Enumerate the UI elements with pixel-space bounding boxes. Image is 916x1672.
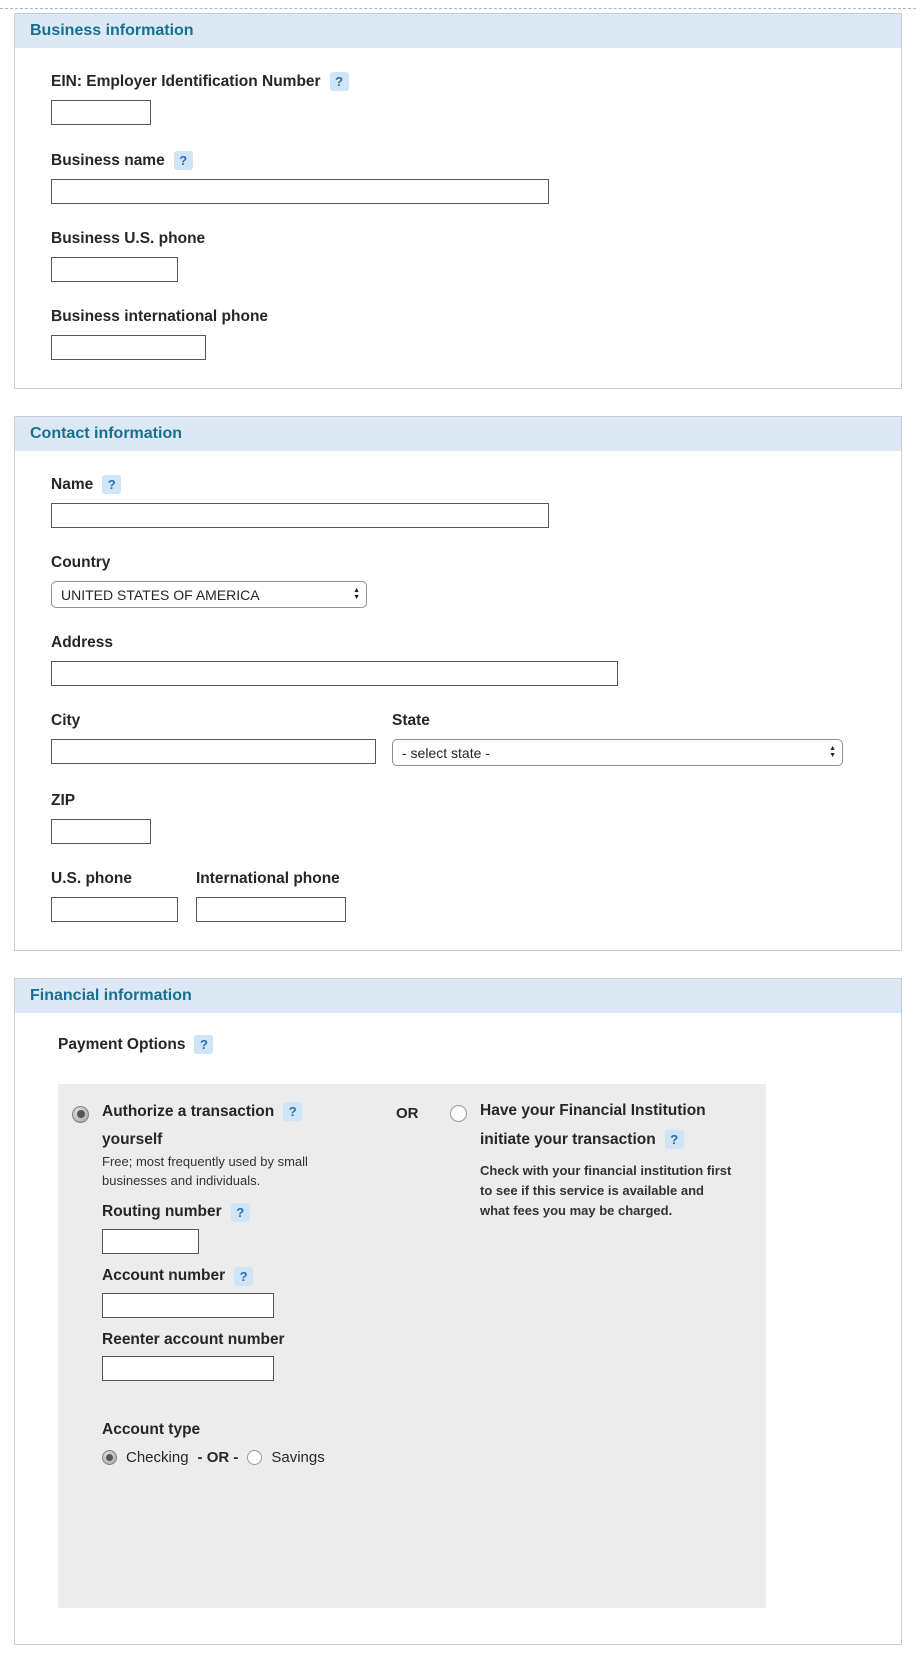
authorize-help-icon[interactable]: ? (283, 1102, 302, 1121)
us-phone-input[interactable] (51, 897, 178, 922)
savings-label: Savings (271, 1448, 325, 1466)
authorize-description: Free; most frequently used by small businesses and individuals. (102, 1154, 308, 1188)
us-phone-field (51, 870, 196, 922)
account-number-input[interactable] (102, 1293, 274, 1318)
account-type-or-label: - OR - (197, 1448, 239, 1466)
account-type-label: Account type (102, 1420, 201, 1438)
payment-options-help-icon[interactable]: ? (194, 1035, 213, 1054)
business-intl-phone-input[interactable] (51, 335, 206, 360)
fi-option-column (480, 1102, 752, 1221)
business-section-title: Business information (30, 22, 194, 39)
city-state-row (51, 712, 843, 766)
intl-phone-input[interactable] (196, 897, 346, 922)
contact-name-label: Name (51, 475, 94, 493)
fi-heading: Have your Financial Institution (480, 1102, 706, 1119)
state-select-value: - select state - (402, 744, 490, 761)
contact-information-section (14, 416, 902, 951)
financial-section-body (15, 1013, 901, 1644)
payment-options-label: Payment Options (58, 1035, 186, 1053)
financial-information-section (14, 978, 902, 1645)
contact-section-title: Contact information (30, 425, 182, 442)
state-field (392, 712, 843, 766)
business-name-help-icon[interactable]: ? (174, 151, 193, 170)
authorize-heading-line2: yourself (102, 1131, 163, 1148)
contact-section-body (15, 451, 901, 950)
checking-label: Checking (126, 1448, 189, 1466)
contact-name-field (51, 475, 843, 528)
authorize-radio-column (72, 1102, 102, 1123)
contact-name-input[interactable] (51, 503, 549, 528)
select-arrows-icon: ▲ ▼ (829, 745, 836, 759)
ein-help-icon[interactable]: ? (330, 72, 349, 91)
authorize-option-column (102, 1102, 370, 1466)
financial-section-title: Financial information (30, 987, 192, 1004)
fi-heading-line2: initiate your transaction ? (480, 1130, 752, 1149)
reenter-account-field (102, 1331, 370, 1381)
account-number-label: Account number (102, 1267, 226, 1285)
contact-name-help-icon[interactable]: ? (102, 475, 121, 494)
zip-input[interactable] (51, 819, 151, 844)
fi-radio-column (438, 1102, 480, 1127)
financial-section-header (15, 979, 901, 1013)
zip-label: ZIP (51, 792, 76, 809)
account-number-field (102, 1267, 370, 1318)
business-name-label: Business name (51, 151, 165, 169)
account-type-options (102, 1449, 370, 1466)
select-arrows-icon: ▲ ▼ (353, 587, 360, 601)
contact-section-header (15, 417, 901, 451)
authorize-radio[interactable] (72, 1106, 89, 1123)
business-us-phone-field (51, 230, 843, 282)
business-name-field (51, 151, 843, 204)
country-select-value: UNITED STATES OF AMERICA (61, 586, 260, 603)
ein-label: EIN: Employer Identification Number (51, 72, 321, 90)
business-us-phone-input[interactable] (51, 257, 178, 282)
routing-number-input[interactable] (102, 1229, 199, 1254)
or-separator: OR (396, 1105, 419, 1122)
business-us-phone-label: Business U.S. phone (51, 230, 206, 247)
authorize-heading: Authorize a transaction ? (102, 1102, 370, 1121)
routing-number-help-icon[interactable]: ? (231, 1203, 250, 1222)
zip-field (51, 792, 843, 844)
business-intl-phone-field (51, 308, 843, 360)
account-number-help-icon[interactable]: ? (234, 1267, 253, 1286)
country-field (51, 554, 843, 608)
account-type-field (102, 1421, 370, 1466)
fi-description: Check with your financial institution first to see if this service is available and what fees you may be charged. (480, 1163, 732, 1219)
routing-number-label: Routing number (102, 1203, 222, 1221)
business-section-body (15, 48, 901, 388)
address-input[interactable] (51, 661, 618, 686)
savings-radio[interactable] (247, 1450, 262, 1465)
business-section-header (15, 14, 901, 48)
country-select[interactable] (51, 581, 367, 608)
fi-initiate-radio[interactable] (450, 1105, 467, 1122)
city-input[interactable] (51, 739, 376, 764)
routing-number-field (102, 1203, 370, 1254)
address-field (51, 634, 843, 686)
reenter-account-label: Reenter account number (102, 1330, 285, 1348)
country-label: Country (51, 554, 111, 571)
business-name-input[interactable] (51, 179, 549, 204)
intl-phone-label: International phone (196, 870, 340, 887)
city-label: City (51, 712, 81, 729)
state-label: State (392, 712, 430, 729)
state-select[interactable] (392, 739, 843, 766)
ein-input[interactable] (51, 100, 151, 125)
payment-options-row (58, 1035, 873, 1054)
us-phone-label: U.S. phone (51, 870, 132, 887)
business-intl-phone-label: Business international phone (51, 308, 269, 325)
contact-phones-row (51, 870, 843, 922)
payment-options-panel (58, 1084, 766, 1608)
business-information-section (14, 13, 902, 389)
reenter-account-input[interactable] (102, 1356, 274, 1381)
top-divider (0, 8, 916, 9)
address-label: Address (51, 634, 114, 651)
fi-initiate-help-icon[interactable]: ? (665, 1130, 684, 1149)
ein-field (51, 72, 843, 125)
city-field (51, 712, 392, 766)
checking-radio[interactable] (102, 1450, 117, 1465)
intl-phone-field (196, 870, 346, 922)
